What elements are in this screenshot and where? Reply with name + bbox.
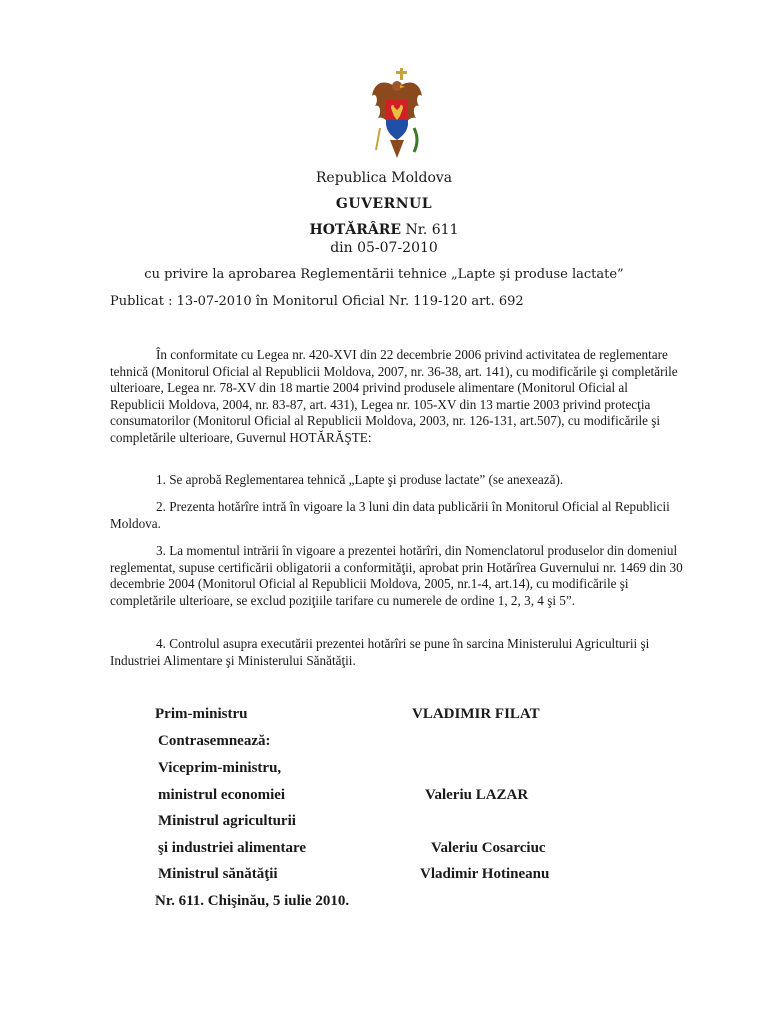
moldova-coat-of-arms-icon (370, 66, 424, 166)
decision-subject: cu privire la aprobarea Reglementării tehnice „Lapte şi produse lactate” (144, 267, 624, 282)
decision-number: Nr. 611 (405, 222, 459, 238)
countersign-label: Contrasemnează: (158, 733, 271, 749)
publication-line: Publicat : 13-07-2010 în Monitorul Oficial Nr. 119-120 art. 692 (110, 294, 524, 309)
vice-pm-title: Viceprim-ministru, (158, 760, 282, 776)
prime-minister-name: VLADIMIR FILAT (412, 706, 540, 722)
item-3-paragraph (110, 543, 684, 609)
intro-paragraph (110, 347, 684, 446)
country-name: Republica Moldova (315, 170, 453, 186)
item-1-text: 1. Se aprobă Reglementarea tehnică „Lapte şi produse lactate” (se anexează). (156, 472, 564, 487)
health-minister-title: Ministrul sănătăţii (158, 866, 278, 882)
agriculture-minister-title-1: Ministrul agriculturii (158, 813, 296, 829)
item-1-paragraph (110, 472, 684, 489)
item-3-text: 3. La momentul intrării în vigoare a prezentei hotărîri, din Nomenclatorul produselor din domeniul reglementat, supuse certificării obligatorii a conformităţii, aprobat prin Hotărîrea Guvernului nr. 1469 din 30 decembrie 2004 (Monitorul Oficial al Republicii Moldova, 2005, nr.1-4, art.14), cu modificările şi completările ulterioare, se exclud poziţiile tarifare cu numerele de ordine 1, 2, 3, 4 şi 5”. (110, 543, 683, 608)
decision-date: din 05-07-2010 (330, 240, 438, 256)
economy-minister-title: ministrul economiei (158, 787, 286, 803)
closing-line: Nr. 611. Chişinău, 5 iulie 2010. (155, 893, 350, 909)
decision-word: HOTĂRÂRE (309, 222, 402, 238)
item-2-paragraph (110, 499, 684, 532)
item-2-text: 2. Prezenta hotărîre intră în vigoare la 3 luni din data publicării în Monitorul Oficial al Republicii Moldova. (110, 499, 670, 531)
item-4-paragraph (110, 636, 684, 669)
intro-text: În conformitate cu Legea nr. 420-XVI din 22 decembrie 2006 privind activitatea de reglementare tehnică (Monitorul Oficial al Republicii Moldova, 2007, nr. 36-38, art. 141), cu modificările şi completările ulterioare, Legea nr. 78-XV din 18 martie 2004 privind produsele alimentare (Monitorul Oficial al Republicii Moldova, 2004, nr. 83-87, art. 431), Legea nr. 105-XV din 13 martie 2003 privind protecţia consumatorilor (Monitorul Oficial al Republicii Moldova, 2003, nr. 126-131, art.507), cu modificările şi completările ulterioare, Guvernul HOTĂRĂŞTE: (110, 347, 678, 445)
item-4-text: 4. Controlul asupra executării prezentei hotărîri se pune în sarcina Ministerului Agriculturii şi Industriei Alimentare şi Ministerului Sănătăţii. (110, 636, 650, 668)
prime-minister-title: Prim-ministru (155, 706, 248, 722)
health-minister-name: Vladimir Hotineanu (420, 866, 550, 882)
agriculture-minister-title-2: şi industriei alimentare (158, 840, 307, 856)
decision-heading (0, 222, 768, 238)
agriculture-minister-name: Valeriu Cosarciuc (431, 840, 546, 856)
institution-name: GUVERNUL (335, 196, 433, 212)
economy-minister-name: Valeriu LAZAR (425, 787, 529, 803)
